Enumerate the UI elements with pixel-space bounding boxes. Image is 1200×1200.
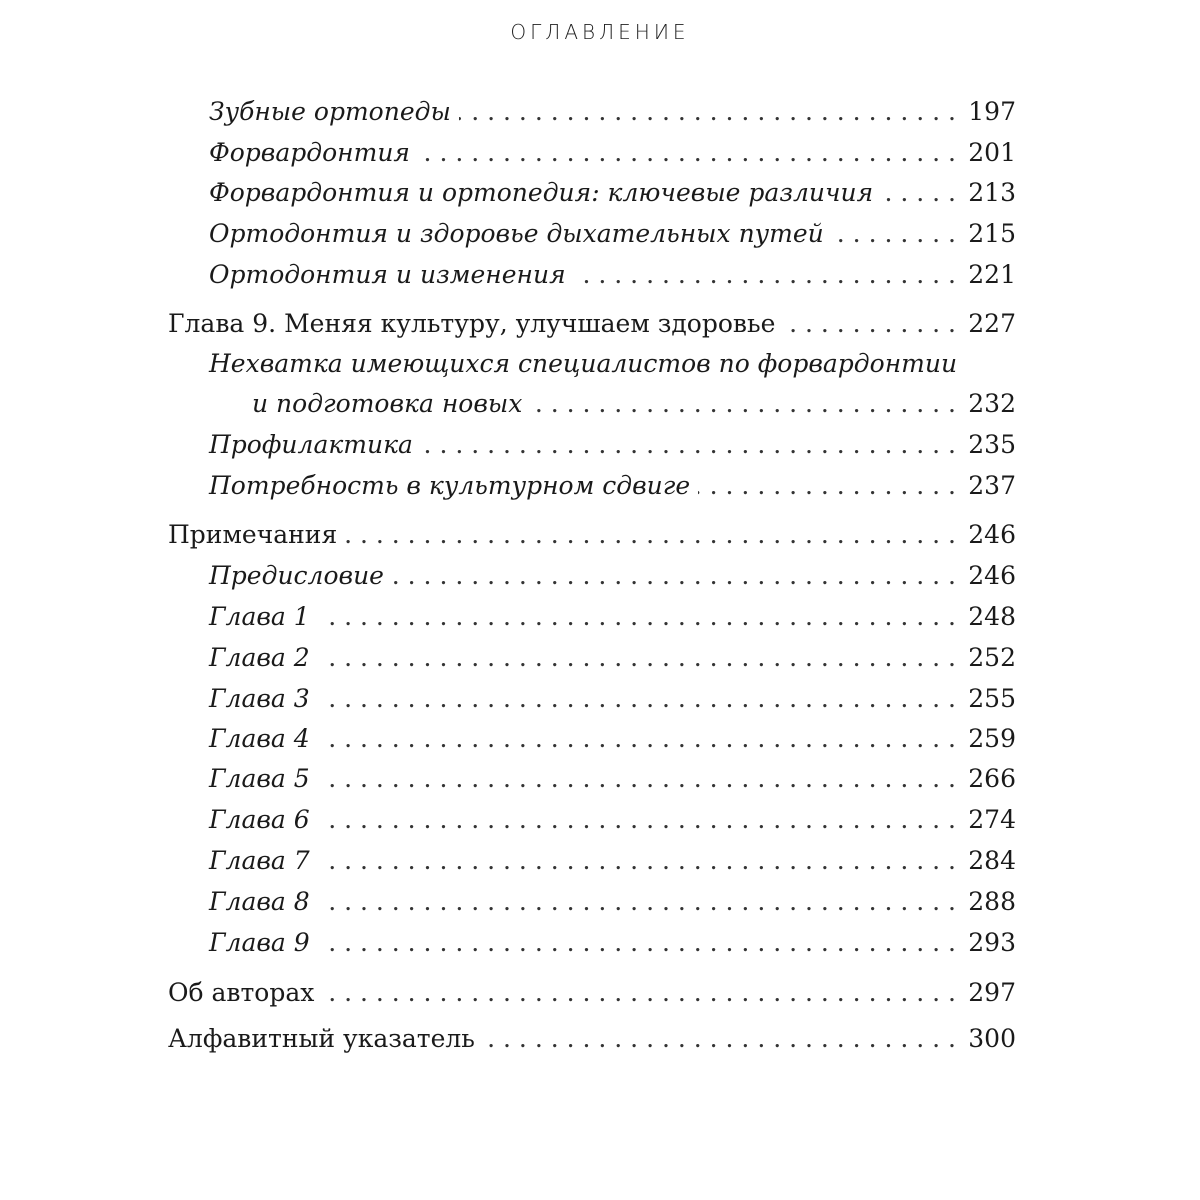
toc-entry-page: 227	[968, 309, 1016, 338]
toc-entry-continuation	[252, 387, 1016, 421]
toc-entry-page: 284	[968, 846, 1016, 875]
toc-entry-page: 255	[968, 684, 1016, 713]
toc-entry-page: 246	[968, 520, 1016, 549]
toc-entry-title: Ортодонтия и здоровье дыхательных путей	[209, 219, 824, 248]
leader-dots	[318, 600, 956, 634]
leader-dots	[421, 428, 956, 462]
toc-entry-page: 259	[968, 724, 1016, 753]
leader-dots	[530, 387, 956, 421]
toc-entry-title: Глава 5	[209, 764, 310, 793]
toc-entry	[209, 559, 1016, 593]
leader-dots	[345, 518, 956, 552]
leader-dots	[318, 803, 956, 837]
toc-entry-title: Примечания	[168, 520, 338, 549]
leader-dots	[881, 176, 956, 210]
toc-entry	[209, 600, 1016, 634]
toc-entry-page: 237	[968, 471, 1016, 500]
toc-entry-title: Форвардонтия	[209, 138, 410, 167]
toc-entry	[209, 217, 1016, 251]
toc-entry	[209, 258, 1016, 292]
toc-entry-page: 288	[968, 887, 1016, 916]
toc-entry	[209, 641, 1016, 675]
toc-entry-page: 248	[968, 602, 1016, 631]
toc-entry	[209, 803, 1016, 837]
toc-entry-page: 215	[968, 219, 1016, 248]
toc-entry-title: Глава 4	[209, 724, 310, 753]
toc-entry	[209, 885, 1016, 919]
toc-entry-page: 213	[968, 178, 1016, 207]
toc-entry-title: Нехватка имеющихся специалистов по форвардонтии	[209, 349, 958, 378]
running-head: ОГЛАВЛЕНИЕ	[510, 20, 690, 44]
toc-entry-page: 221	[968, 260, 1016, 289]
toc-entry-page: 266	[968, 764, 1016, 793]
toc-chapter-entry	[168, 307, 1016, 341]
toc-chapter-entry	[168, 518, 1016, 552]
toc-entry-title: Глава 8	[209, 887, 310, 916]
toc-entry-title: Потребность в культурном сдвиге	[209, 471, 691, 500]
leader-dots	[698, 469, 956, 503]
leader-dots	[459, 95, 956, 129]
toc-entry-page: 297	[968, 978, 1016, 1007]
toc-entry	[209, 347, 957, 381]
toc-entry-title: Глава 2	[209, 643, 310, 672]
leader-dots	[318, 762, 956, 796]
leader-dots	[322, 976, 956, 1010]
toc-entry-page: 232	[968, 389, 1016, 418]
leader-dots	[318, 885, 956, 919]
toc-entry	[209, 136, 1016, 170]
leader-dots	[318, 926, 956, 960]
toc-entry-title: Глава 1	[209, 602, 310, 631]
leader-dots	[483, 1022, 956, 1056]
toc-entry	[209, 762, 1016, 796]
toc-entry-page: 300	[968, 1024, 1016, 1053]
toc-entry	[209, 844, 1016, 878]
toc-entry-title: Глава 6	[209, 805, 310, 834]
toc-entry-title: Алфавитный указатель	[168, 1024, 475, 1053]
toc-entry-page: 201	[968, 138, 1016, 167]
toc-entry-title: Глава 3	[209, 684, 310, 713]
toc-entry-page: 252	[968, 643, 1016, 672]
toc-entry	[209, 469, 1016, 503]
toc-entry	[209, 95, 1016, 129]
toc-entry	[209, 682, 1016, 716]
toc-entry-title: Форвардонтия и ортопедия: ключевые различия	[209, 178, 874, 207]
toc-entry-title: Глава 9. Меняя культуру, улучшаем здоровье	[168, 309, 776, 338]
toc-entry-title: Об авторах	[168, 978, 315, 1007]
leader-dots	[418, 136, 956, 170]
toc-entry-title: Глава 9	[209, 928, 310, 957]
toc-entry	[209, 176, 1016, 210]
leader-dots	[832, 217, 956, 251]
toc-entry-page: 197	[968, 97, 1016, 126]
leader-dots	[318, 682, 956, 716]
toc-entry	[209, 926, 1016, 960]
leader-dots	[318, 844, 956, 878]
leader-dots	[783, 307, 956, 341]
leader-dots	[574, 258, 956, 292]
toc-entry	[209, 722, 1016, 756]
toc-entry-title: и подготовка новых	[252, 389, 523, 418]
toc-chapter-entry	[168, 1022, 1016, 1056]
toc-entry-title: Зубные ортопеды	[209, 97, 451, 126]
toc-entry-page: 293	[968, 928, 1016, 957]
toc-entry-title: Ортодонтия и изменения	[209, 260, 566, 289]
toc-entry-page: 235	[968, 430, 1016, 459]
toc-entry-title: Глава 7	[209, 846, 310, 875]
toc-entry	[209, 428, 1016, 462]
toc-entry-page: 274	[968, 805, 1016, 834]
toc-entry-page: 246	[968, 561, 1016, 590]
toc-entry-title: Предисловие	[209, 561, 384, 590]
toc-chapter-entry	[168, 976, 1016, 1010]
toc-entry-title: Профилактика	[209, 430, 413, 459]
leader-dots	[392, 559, 956, 593]
leader-dots	[318, 722, 956, 756]
leader-dots	[318, 641, 956, 675]
